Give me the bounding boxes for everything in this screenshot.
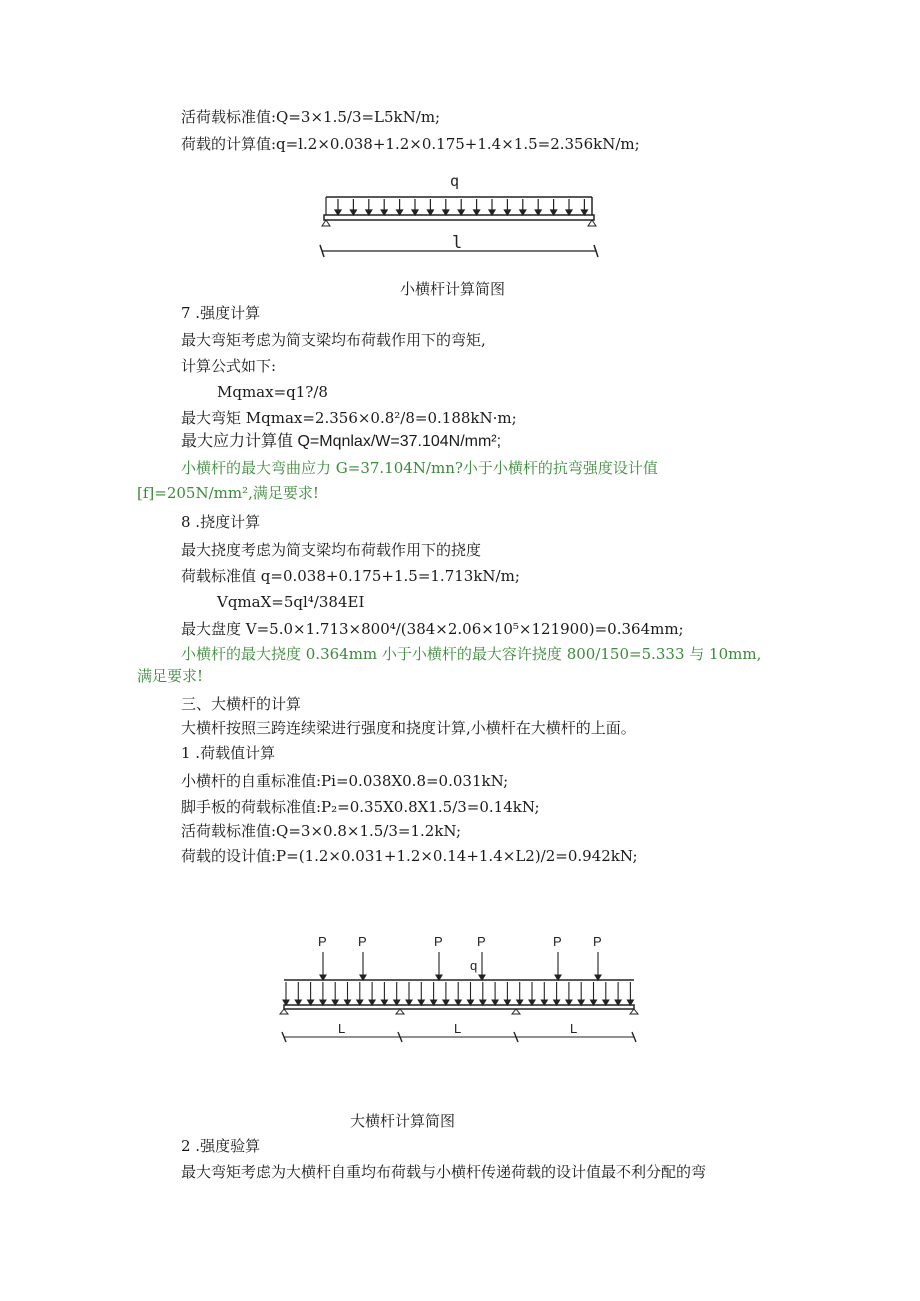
load-label: q (470, 958, 478, 973)
small-crossbar-diagram (316, 172, 602, 264)
section-heading: 8 .挠度计算 (181, 513, 261, 531)
large-crossbar-diagram (276, 930, 642, 1050)
formula: VqmaX=5ql⁴/384EI (217, 593, 365, 611)
load-label: q (450, 172, 460, 190)
text-line: 活荷载标准值:Q=3×0.8×1.5/3=1.2kN; (181, 822, 462, 840)
text-line: 荷载标准值 q=0.038+0.175+1.5=1.713kN/m; (181, 567, 520, 585)
check-note: 小横杆的最大挠度 0.364mm 小于小横杆的最大容许挠度 800/150=5.333 与 10mm, (181, 645, 762, 663)
text-line: 最大弯矩考虑为简支梁均布荷载作用下的弯矩, (181, 331, 486, 349)
span-label: l (452, 233, 463, 253)
point-load-label: P (477, 934, 486, 949)
section-heading: 2 .强度验算 (181, 1137, 261, 1155)
text-line: 小横杆的自重标准值:Pi=0.038X0.8=0.031kN; (181, 772, 509, 790)
check-note: 小横杆的最大弯曲应力 G=37.104N/mn?小于小横杆的抗弯强度设计值 (181, 459, 658, 477)
point-load-label: P (593, 934, 602, 949)
text-line: 最大挠度考虑为简支梁均布荷载作用下的挠度 (181, 541, 482, 559)
text-line: 计算公式如下: (181, 357, 277, 375)
text-line: 活荷载标准值:Q=3×1.5/3=L5kN/m; (181, 108, 441, 126)
section-heading: 三、大横杆的计算 (181, 695, 302, 713)
diagram-caption: 大横杆计算简图 (350, 1112, 456, 1130)
point-load-label: P (434, 934, 443, 949)
text-line: 最大弯矩 Mqmax=2.356×0.8²/8=0.188kN·m; (181, 409, 517, 427)
text-line: 脚手板的荷载标准值:P₂=0.35X0.8X1.5/3=0.14kN; (181, 798, 540, 816)
point-load-label: P (553, 934, 562, 949)
text-line: 最大应力计算值 Q=Mqnlax/W=37.104N/mm²; (181, 433, 502, 450)
text-line: 最大盘度 V=5.0×1.713×800⁴/(384×2.06×10⁵×121900)=0.364mm; (181, 620, 684, 638)
span-label: L (338, 1021, 346, 1036)
span-label: L (454, 1021, 462, 1036)
text-line: 最大弯矩考虑为大横杆自重均布荷载与小横杆传递荷载的设计值最不利分配的弯 (181, 1163, 707, 1181)
check-note: 满足要求! (137, 667, 204, 685)
point-load-label: P (318, 934, 327, 949)
check-note: [f]=205N/mm²,满足要求! (137, 484, 319, 502)
section-heading: 1 .荷载值计算 (181, 744, 276, 762)
text-line: 荷载的设计值:P=(1.2×0.031+1.2×0.14+1.4×L2)/2=0.942kN; (181, 847, 638, 865)
text-line: 大横杆按照三跨连续梁进行强度和挠度计算,小横杆在大横杆的上面。 (181, 719, 636, 737)
diagram-caption: 小横杆计算简图 (400, 280, 506, 298)
section-heading: 7 .强度计算 (181, 304, 261, 322)
text-line: 荷载的计算值:q=l.2×0.038+1.2×0.175+1.4×1.5=2.356kN/m; (181, 135, 640, 153)
point-load-label: P (358, 934, 367, 949)
span-label: L (570, 1021, 578, 1036)
formula: Mqmax=q1?/8 (217, 383, 328, 401)
